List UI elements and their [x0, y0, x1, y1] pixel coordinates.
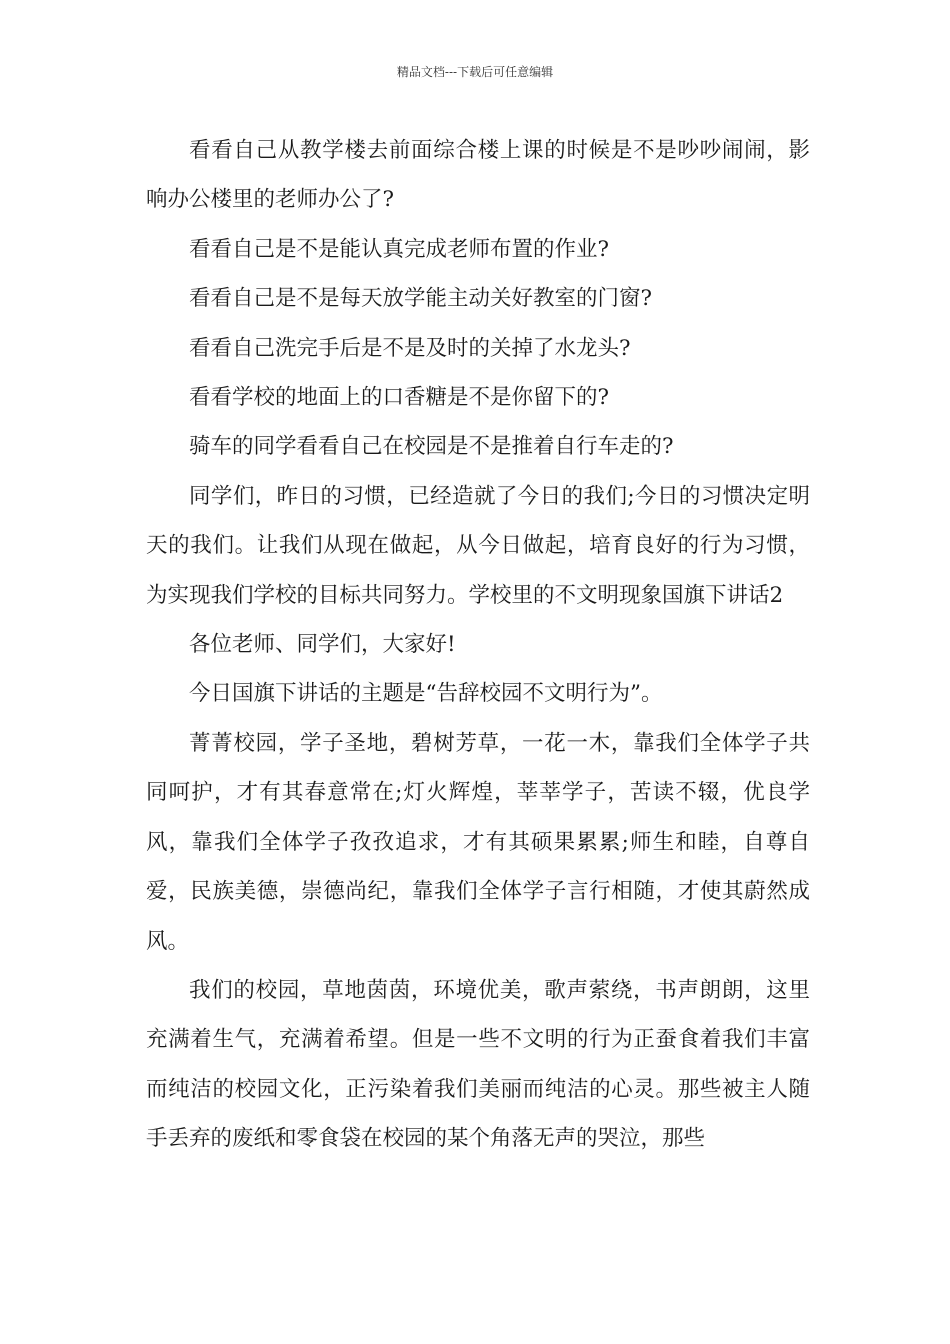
paragraph-9: 今日国旗下讲话的主题是“告辞校园不文明行为”。: [189, 681, 663, 707]
paragraph-10: 菁菁校园，学子圣地，碧树芳草，一花一木，靠我们全体学子共同呵护，才有其春意常在;灯火辉煌，莘莘学子，苦读不辍，优良学风，靠我们全体学子孜孜追求，才有其硕果累累;师生和睦，自尊自爱，民族美德，崇德尚纪，靠我们全体学子言行相随，才使其蔚然成风。: [146, 730, 810, 954]
paragraph-4: 看看自己洗完手后是不是及时的关掉了水龙头?: [189, 335, 631, 361]
paragraph-5: 看看学校的地面上的口香糖是不是你留下的?: [189, 385, 610, 411]
paragraph-11: 我们的校园，草地茵茵，环境优美，歌声萦绕，书声朗朗，这里充满着生气，充满着希望。但是一些不文明的行为正蚕食着我们丰富而纯洁的校园文化，正污染着我们美丽而纯洁的心灵。那些被主人随手丢弃的废纸和零食袋在校园的某个角落无声的哭泣，那些: [146, 977, 810, 1152]
paragraph-8: 各位老师、同学们，大家好!: [189, 632, 456, 658]
page-header: 精品文档---下载后可任意编辑: [396, 65, 554, 79]
paragraph-3: 看看自己是不是每天放学能主动关好教室的门窗?: [189, 286, 653, 312]
paragraph-7: 同学们，昨日的习惯，已经造就了今日的我们;今日的习惯决定明天的我们。让我们从现在做起，从今日做起，培育良好的行为习惯，为实现我们学校的目标共同努力。学校里的不文明现象国旗下讲话2: [146, 483, 810, 608]
paragraph-1: 看看自己从教学楼去前面综合楼上课的时候是不是吵吵闹闹，影响办公楼里的老师办公了?: [146, 138, 810, 213]
paragraph-6: 骑车的同学看看自己在校园是不是推着自行车走的?: [189, 434, 674, 460]
document-body: [146, 126, 810, 1164]
paragraph-2: 看看自己是不是能认真完成老师布置的作业?: [189, 236, 610, 262]
